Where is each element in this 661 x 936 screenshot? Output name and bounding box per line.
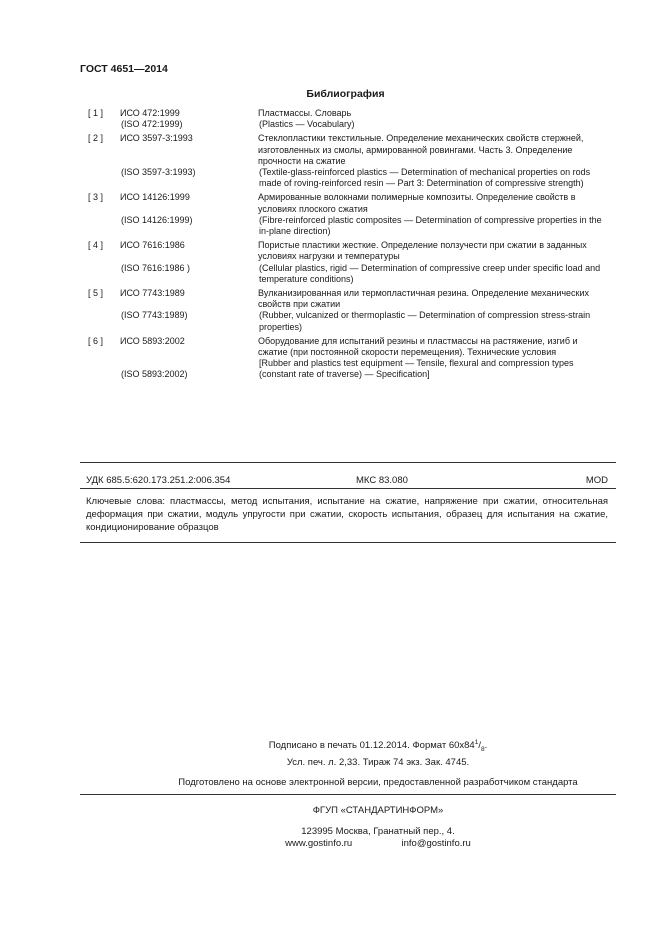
classification-row <box>86 475 608 486</box>
publisher: ФГУП «СТАНДАРТИНФОРМ» <box>312 805 444 816</box>
signed-line <box>80 739 616 753</box>
keywords: Ключевые слова: пластмассы, метод испытания, испытание на сжатие, напряжение при сжатии, относительная деформация при сжатии, модуль упругости при сжатии, скорость испытания, образец для испытания на сжатие, кондиционирование образцов <box>86 496 608 533</box>
udk-code: УДК 685.5:620.173.251.2:006.354 <box>86 475 231 486</box>
signed-text: Подписано в печать 01.12.2014. Формат 60x84 <box>268 740 475 752</box>
bibliography-entry <box>88 288 608 333</box>
entry-number: [ 4 ] <box>88 240 104 251</box>
bibliography-entry <box>88 240 608 285</box>
entry-code: ИСО 5893:2002 <box>120 335 185 346</box>
bibliography-entry <box>88 336 608 381</box>
entry-description-en: [Rubber and plastics test equipment — Tensile, flexural and compression types (constant rate of traverse) — Specification] <box>259 358 574 380</box>
entry-code: ИСО 7616:1986 <box>120 240 185 251</box>
entry-number: [ 2 ] <box>88 133 104 144</box>
print-info: Усл. печ. л. 2,33. Тираж 74 экз. Зак. 4745. <box>286 757 470 768</box>
divider-top <box>80 462 616 463</box>
website-link[interactable]: www.gostinfo.ru <box>285 838 353 849</box>
format-denominator: 8 <box>480 746 485 754</box>
bibliography-entry <box>88 133 608 189</box>
format-slash: / <box>478 740 481 752</box>
bibliography-list <box>88 108 608 384</box>
entry-code: ИСО 472:1999 <box>120 108 180 118</box>
entry-code: ИСО 14126:1999 <box>120 192 190 203</box>
bibliography-entry <box>88 108 608 130</box>
entry-code: ИСО 7743:1989 <box>120 288 185 299</box>
entry-description-ru: Стеклопластики текстильные. Определение механических свойств стержней, изготовленных из смолы, армированной ровингами. Часть 3. Определение прочности на сжатие <box>258 133 584 166</box>
entry-number: [ 6 ] <box>88 335 104 346</box>
entry-code-intl: (ISO 7616:1986 ) <box>121 262 191 273</box>
entry-description-en: (Fibre-reinforced plastic composites — Determination of compressive properties in the in-plane direction) <box>259 214 602 237</box>
entry-description-en: (Textile-glass-reinforced plastics — Determination of mechanical properties on rods made of roving-reinforced resin — Part 3: Determination of compressive strength) <box>259 167 591 189</box>
entry-code-intl: (ISO 5893:2002) <box>121 369 188 380</box>
entry-code-intl: (ISO 3597-3:1993) <box>121 167 196 178</box>
entry-description-ru: Армированные волокнами полимерные композиты. Определение свойств в условиях плоского сжатия <box>258 192 576 214</box>
format-end: . <box>484 740 488 752</box>
entry-number: [ 1 ] <box>88 108 104 118</box>
publisher-address: 123995 Москва, Гранатный пер., 4. <box>301 826 455 837</box>
contacts <box>80 838 616 849</box>
entry-description-ru: Пористые пластики жесткие. Определение ползучести при сжатии в заданных условиях нагрузки и температуры <box>258 240 587 262</box>
divider-middle <box>80 488 616 489</box>
entry-description-en: (Rubber, vulcanized or thermoplastic — Determination of compression stress-strain properties) <box>259 310 591 332</box>
format-numerator: 1 <box>474 739 479 746</box>
mod-label: MOD <box>585 475 608 486</box>
prepared-note: Подготовлено на основе электронной версии, предоставленной разработчиком стандарта <box>178 777 578 788</box>
entry-description-en: (Plastics — Vocabulary) <box>259 119 355 130</box>
document-id: ГОСТ 4651—2014 <box>80 63 168 75</box>
entry-description-ru: Пластмассы. Словарь <box>258 108 352 118</box>
entry-number: [ 3 ] <box>88 192 104 203</box>
entry-description-ru: Вулканизированная или термопластичная резина. Определение механических свойств при сжатии <box>258 288 590 310</box>
entry-code: ИСО 3597-3:1993 <box>120 133 193 144</box>
entry-code-intl: (ISO 14126:1999) <box>121 214 193 225</box>
entry-description-en: (Cellular plastics, rigid — Determination of compressive creep under specific load and temperature conditions) <box>259 262 601 284</box>
entry-description-ru: Оборудование для испытаний резины и пластмассы на растяжение, изгиб и сжатие (при постоянной скорости перемещения). Технические условия <box>258 335 578 358</box>
entry-code-intl: (ISO 7743:1989) <box>121 310 188 321</box>
email-link[interactable]: info@gostinfo.ru <box>401 838 471 849</box>
entry-code-intl: (ISO 472:1999) <box>121 119 183 130</box>
divider-imprint <box>80 794 616 795</box>
entry-number: [ 5 ] <box>88 288 104 299</box>
bibliography-title: Библиография <box>306 88 385 100</box>
bibliography-entry <box>88 192 608 237</box>
mks-code: МКС 83.080 <box>356 475 408 486</box>
divider-bottom <box>80 542 616 543</box>
